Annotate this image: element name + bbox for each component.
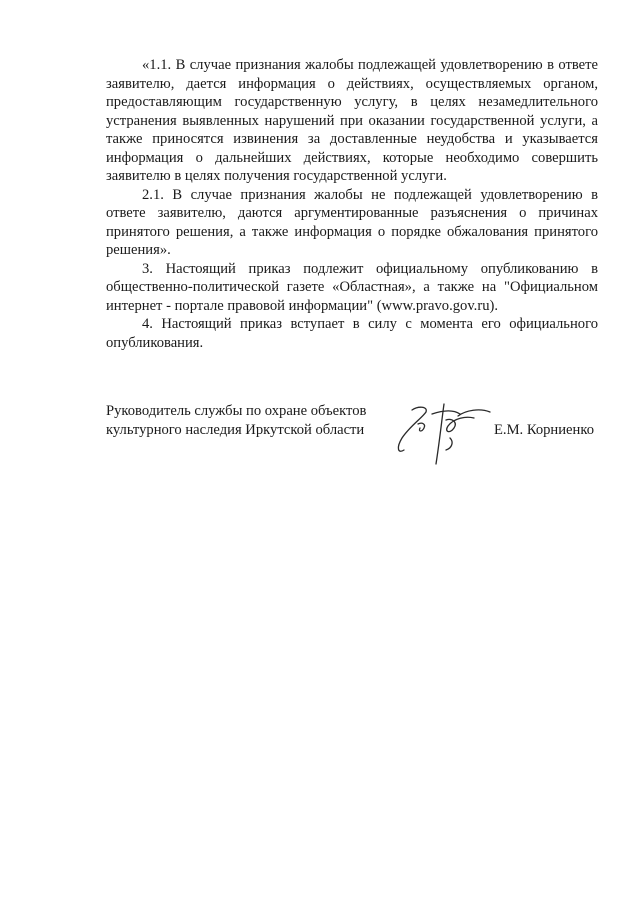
paragraph-3: 3. Настоящий приказ подлежит официальному опубликованию в общественно-политической газете «Областная», а также на "Официальном интернет - портале правовой информации" (www.pravo.gov.ru). xyxy=(106,260,598,314)
paragraph-4: 4. Настоящий приказ вступает в силу с момента его официального опубликования. xyxy=(106,316,598,351)
paragraph-2-1: 2.1. В случае признания жалобы не подлежащей удовлетворению в ответе заявителю, даются аргументированные разъяснения о причинах принятого решения, а также информация о порядке обжалования принятого решения». xyxy=(106,186,598,258)
signatory-position-line-2: культурного наследия Иркутской области xyxy=(106,422,365,438)
handwritten-signature xyxy=(388,398,498,470)
signatory-position xyxy=(106,402,396,440)
paragraph-1-1: «1.1. В случае признания жалобы подлежащей удовлетворению в ответе заявителю, дается информация о действиях, осуществляемых органом, предоставляющим государственную услугу, в целях незамедлительного устранения выявленных нарушений при оказании государственной услуги, а также приносятся извинения за доставленные неудобства и указывается информация о дальнейших действиях, которые необходимо совершить заявителю в целях получения государственной услуги. xyxy=(106,57,598,184)
signatory-name: Е.М. Корниенко xyxy=(494,422,594,438)
signatory-position-line-1: Руководитель службы по охране объектов xyxy=(106,403,367,419)
document-body xyxy=(106,56,598,352)
